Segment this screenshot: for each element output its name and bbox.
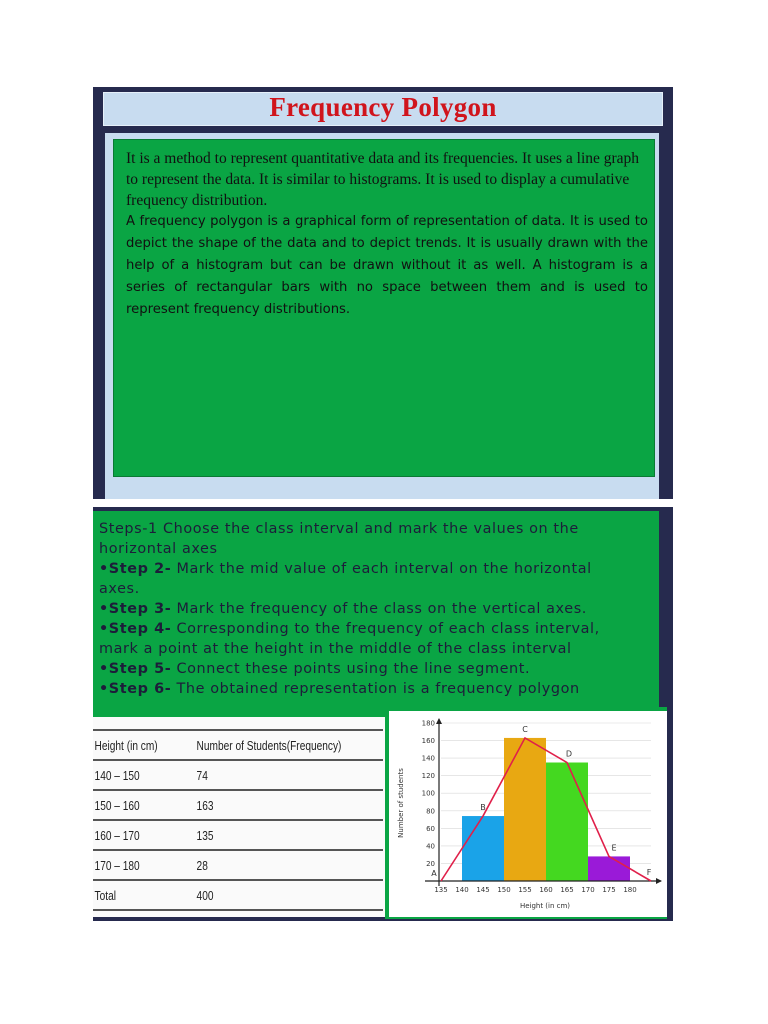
step-3 [99, 599, 659, 619]
x-tick-label: 140 [455, 886, 469, 894]
step-5 [99, 659, 659, 679]
x-tick-label: 145 [476, 886, 490, 894]
table-header-frequency: Number of Students(Frequency) [195, 730, 341, 760]
step-1-continued [99, 539, 659, 559]
polygon-point-label: E [611, 843, 617, 853]
table-cell-interval: 140 – 150 [93, 760, 173, 790]
intro-slide [93, 87, 673, 499]
y-tick-label: 120 [421, 772, 435, 781]
table-cell-total-label: Total [93, 880, 173, 910]
step-1-text: Steps-1 Choose the class interval and mark the values on the [99, 521, 579, 537]
table-header-height: Height (in cm) [93, 730, 173, 760]
table-cell-frequency: 74 [195, 760, 341, 790]
step-1 [99, 519, 659, 539]
x-axis-arrow-icon [656, 878, 662, 884]
steps-slide [93, 507, 673, 921]
step-2-label: •Step 2- [99, 561, 172, 577]
y-tick-label: 60 [426, 824, 435, 833]
table-row [93, 760, 383, 790]
y-axis-arrow-icon [436, 718, 442, 724]
step-6-label: •Step 6- [99, 681, 172, 697]
x-tick-label: 155 [518, 886, 532, 894]
table-header-row [93, 730, 383, 760]
x-tick-label: 150 [497, 886, 511, 894]
table-row [93, 790, 383, 820]
histogram-bar [546, 763, 588, 882]
step-4-cont: mark a point at the height in the middle of the class interval [99, 641, 572, 657]
step-2-cont: axes. [99, 581, 140, 597]
table-cell-interval: 160 – 170 [93, 820, 173, 850]
x-tick-label: 165 [560, 886, 574, 894]
y-tick-label: 140 [421, 754, 435, 763]
y-tick-label: 100 [421, 789, 435, 798]
table-cell-frequency: 163 [195, 790, 341, 820]
definition-box [113, 139, 655, 477]
x-tick-label: 180 [623, 886, 637, 894]
chart-area [389, 711, 667, 917]
table-row [93, 820, 383, 850]
frequency-table [93, 729, 383, 911]
y-tick-label: 180 [421, 719, 435, 728]
frequency-table-panel [93, 717, 385, 917]
histogram-bar [462, 816, 504, 881]
frequency-polygon-chart [389, 711, 667, 917]
page-title: Frequency Polygon [269, 92, 497, 122]
x-tick-label: 160 [539, 886, 553, 894]
polygon-point-label: D [565, 749, 573, 759]
table-cell-frequency: 28 [195, 850, 341, 880]
intro-paragraph-sans: A frequency polygon is a graphical form of representation of data. It is used to depict the shape of the data and to depict trends. It is usually drawn with the help of a histogram but can be drawn without it as well. A histogram is a series of rectangular bars with no space between them and is used to represent frequency distributions. [126, 214, 648, 317]
content-frame [105, 133, 659, 499]
title-bar [103, 92, 663, 126]
table-row [93, 850, 383, 880]
histogram-bar [588, 856, 630, 881]
y-tick-label: 20 [426, 859, 435, 868]
polygon-point-label: C [522, 724, 528, 734]
step-6 [99, 679, 659, 699]
y-tick-label: 40 [426, 842, 435, 851]
step-3-text: Mark the frequency of the class on the vertical axes. [171, 601, 587, 617]
steps-box [93, 511, 659, 717]
intro-paragraph-serif: It is a method to represent quantitative data and its frequencies. It uses a line graph to represent the data. It is similar to histograms. It is used to display a cumulative frequency distribution. [126, 150, 640, 209]
table-cell-interval: 170 – 180 [93, 850, 173, 880]
x-tick-label: 135 [434, 886, 448, 894]
polygon-point-label: F [646, 868, 652, 877]
step-4 [99, 619, 659, 639]
x-tick-label: 170 [581, 886, 595, 894]
step-1-cont: horizontal axes [99, 541, 218, 557]
x-axis-label: Height (in cm) [519, 902, 571, 910]
y-axis-label: Number of students [397, 768, 405, 838]
step-2-continued [99, 579, 659, 599]
step-2 [99, 559, 659, 579]
step-5-label: •Step 5- [99, 661, 172, 677]
chart-panel [385, 707, 667, 919]
steps-list [99, 519, 659, 699]
step-4-continued [99, 639, 659, 659]
step-3-label: •Step 3- [99, 601, 172, 617]
table-cell-total-value: 400 [195, 880, 341, 910]
step-4-text: Corresponding to the frequency of each class interval, [171, 621, 600, 637]
table-cell-interval: 150 – 160 [93, 790, 173, 820]
x-tick-label: 175 [602, 886, 616, 894]
histogram-bar [504, 738, 546, 881]
polygon-point-label: A [431, 869, 437, 878]
y-tick-label: 80 [426, 807, 435, 816]
step-4-label: •Step 4- [99, 621, 172, 637]
y-tick-label: 160 [421, 737, 435, 746]
step-2-text: Mark the mid value of each interval on the horizontal [171, 561, 592, 577]
polygon-point-label: B [480, 803, 486, 813]
step-6-text: The obtained representation is a frequency polygon [171, 681, 580, 697]
table-total-row [93, 880, 383, 910]
step-5-text: Connect these points using the line segment. [171, 661, 531, 677]
table-cell-frequency: 135 [195, 820, 341, 850]
